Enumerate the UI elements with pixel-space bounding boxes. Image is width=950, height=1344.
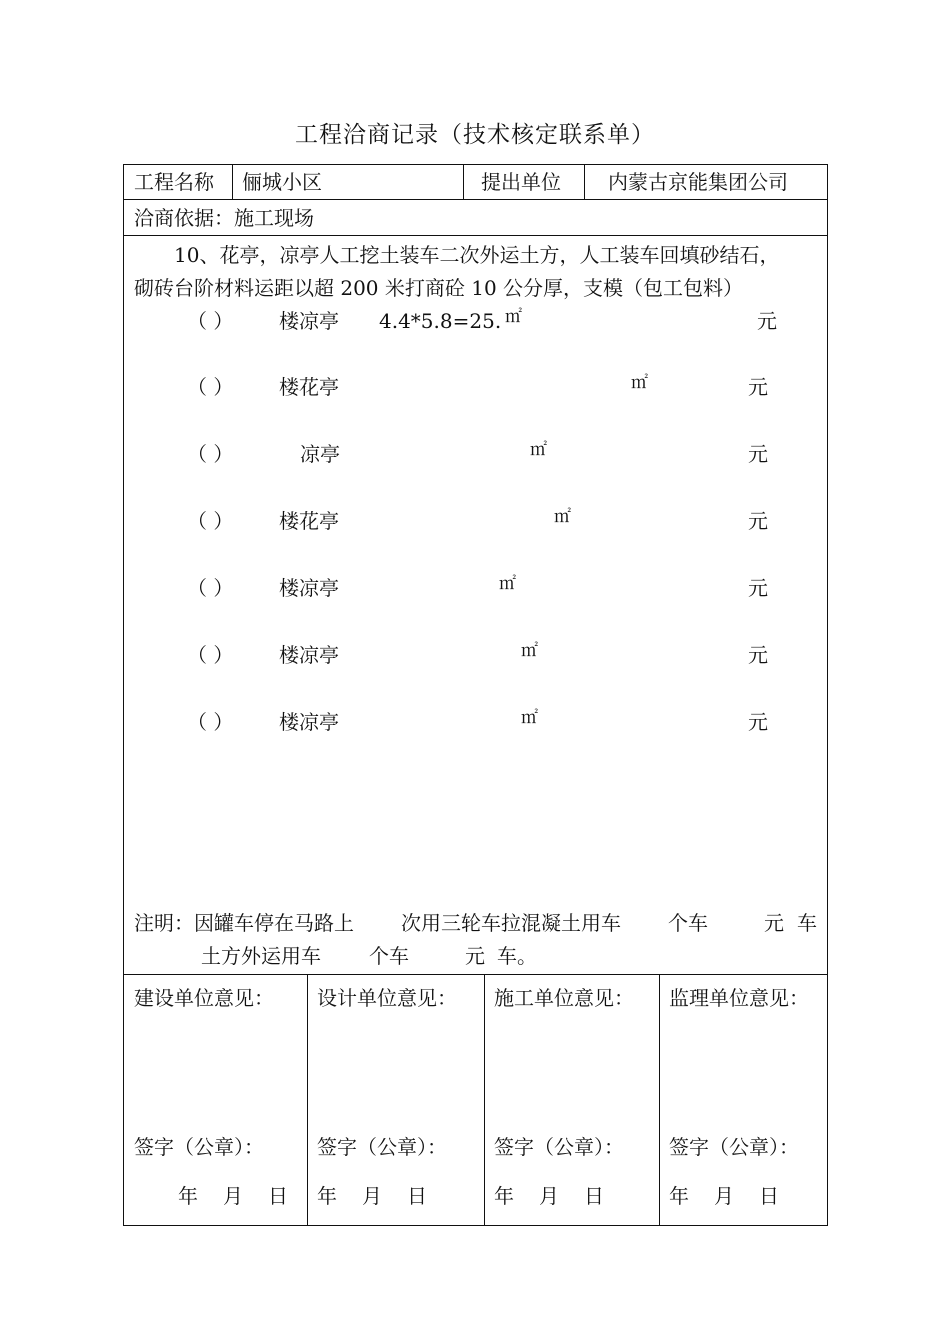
note-text: 土方外运用车 [201, 944, 321, 968]
item-paren: （ ） [187, 509, 234, 533]
date-month: 月 [362, 1184, 382, 1208]
date-month: 月 [223, 1184, 243, 1208]
note-text: 车 [797, 911, 817, 935]
date-day: 日 [584, 1184, 604, 1208]
date-year: 年 [494, 1184, 514, 1208]
item-paren: （ ） [187, 643, 234, 667]
item-formula: 4.4*5.8=25. [379, 309, 502, 333]
item-unit: ㎡ [554, 507, 571, 527]
item-paren: （ ） [187, 442, 234, 466]
date-day: 日 [268, 1184, 288, 1208]
item-yuan: 元 [748, 375, 768, 399]
item-unit: ㎡ [499, 574, 516, 594]
note-text: 次用三轮车拉混凝土用车 [401, 911, 621, 935]
item-yuan: 元 [748, 576, 768, 600]
row-divider [124, 199, 827, 200]
col-divider [659, 974, 660, 1225]
submitter-label: 提出单位 [481, 170, 561, 194]
note-text: 个车 [668, 911, 708, 935]
date-month: 月 [714, 1184, 734, 1208]
signature-label: 签字（公章）： [494, 1135, 624, 1159]
item-name: 楼凉亭 [279, 309, 339, 333]
note-text: 车。 [497, 944, 537, 968]
item-paren: （ ） [187, 309, 234, 333]
item-unit: ㎡ [530, 440, 547, 460]
basis-text: 洽商依据：施工现场 [134, 206, 314, 230]
item-unit: ㎡ [521, 641, 538, 661]
project-name-label: 工程名称 [134, 170, 214, 194]
item-name: 楼凉亭 [279, 576, 339, 600]
signature-label: 签字（公章）： [317, 1135, 447, 1159]
item-name: 楼凉亭 [279, 710, 339, 734]
row-divider [124, 235, 827, 236]
item-yuan: 元 [748, 710, 768, 734]
item-unit: ㎡ [505, 307, 522, 327]
opinion-label-contractor: 施工单位意见： [494, 986, 634, 1010]
document-title: 工程洽商记录（技术核定联系单） [295, 122, 655, 148]
note-text: 个车 [369, 944, 409, 968]
content-line-2: 砌砖台阶材料运距以超 200 米打商砼 10 公分厚，支模（包工包料） [134, 276, 744, 300]
date-year: 年 [669, 1184, 689, 1208]
date-year: 年 [317, 1184, 337, 1208]
item-yuan: 元 [748, 643, 768, 667]
submitter-value: 内蒙古京能集团公司 [608, 170, 788, 194]
note-text: 注明：因罐车停在马路上 [134, 911, 354, 935]
item-unit: ㎡ [631, 373, 648, 393]
project-name-value: 俪城小区 [242, 170, 322, 194]
opinion-label-construction: 建设单位意见： [134, 986, 274, 1010]
item-name: 凉亭 [300, 442, 340, 466]
opinion-label-supervision: 监理单位意见： [669, 986, 809, 1010]
item-yuan: 元 [757, 309, 777, 333]
item-name: 楼花亭 [279, 509, 339, 533]
col-divider [307, 974, 308, 1225]
item-paren: （ ） [187, 375, 234, 399]
col-divider [463, 165, 464, 199]
form-table [123, 164, 828, 1226]
item-name: 楼花亭 [279, 375, 339, 399]
item-paren: （ ） [187, 710, 234, 734]
date-day: 日 [407, 1184, 427, 1208]
note-text: 元 [465, 944, 485, 968]
item-unit: ㎡ [521, 708, 538, 728]
item-name: 楼凉亭 [279, 643, 339, 667]
date-day: 日 [759, 1184, 779, 1208]
row-divider [124, 974, 827, 975]
item-yuan: 元 [748, 509, 768, 533]
date-year: 年 [178, 1184, 198, 1208]
opinion-label-design: 设计单位意见： [317, 986, 457, 1010]
item-paren: （ ） [187, 576, 234, 600]
note-text: 元 [764, 911, 784, 935]
col-divider [584, 165, 585, 199]
signature-label: 签字（公章）： [669, 1135, 799, 1159]
item-yuan: 元 [748, 442, 768, 466]
col-divider [484, 974, 485, 1225]
signature-label: 签字（公章）： [134, 1135, 264, 1159]
content-line-1: 10、花亭，凉亭人工挖土装车二次外运土方，人工装车回填砂结石， [174, 243, 780, 267]
col-divider [232, 165, 233, 199]
date-month: 月 [539, 1184, 559, 1208]
